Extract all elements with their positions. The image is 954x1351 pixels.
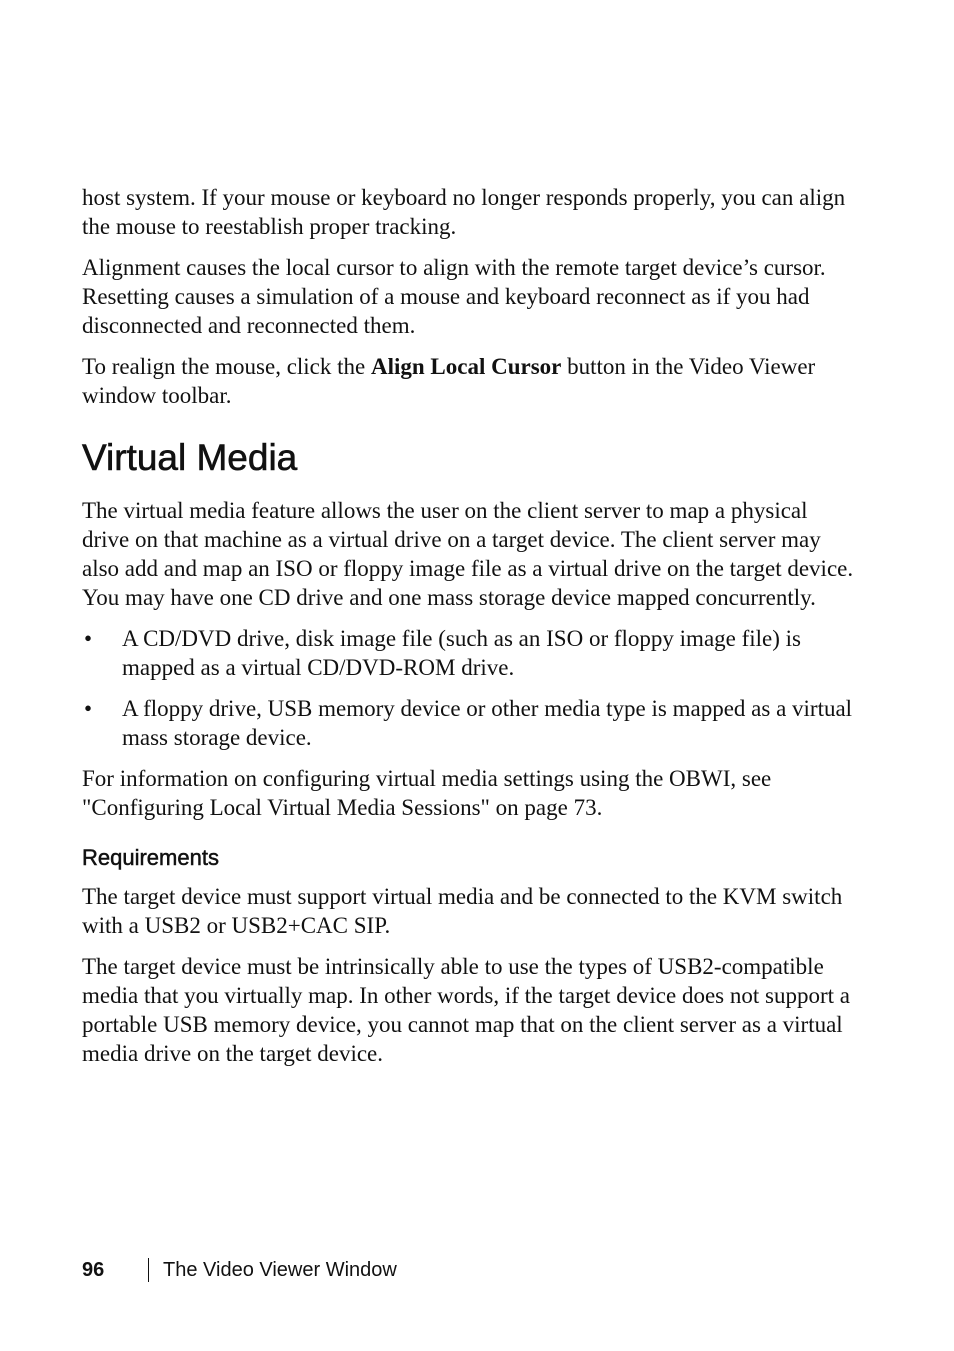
intro-paragraph-3-lead: To realign the mouse, click the — [82, 354, 371, 379]
bullet-marker: • — [84, 696, 93, 721]
requirements-paragraph-1: The target device must support virtual media and be connected to the KVM switch with a USB2 or USB2+CAC SIP. — [82, 884, 843, 938]
footer-divider — [148, 1258, 149, 1282]
intro-paragraph-2: Alignment causes the local cursor to align with the remote target device’s cursor. Resetting causes a simulation of a mouse and keyboard reconnect as if you had disconnected and reconnected them. — [82, 255, 826, 338]
align-local-cursor-term: Align Local Cursor — [371, 354, 562, 379]
virtual-media-paragraph-1: The virtual media feature allows the user on the client server to map a physical drive on that machine as a virtual drive on a target device. The client server may also add and map an ISO or floppy image file as a virtual drive on the target device. You may have one CD drive and one mass storage device mapped concurrently. — [82, 498, 854, 610]
bullet-item-cd-dvd — [82, 624, 857, 682]
requirements-heading: Requirements — [82, 845, 219, 870]
bullet-marker: • — [84, 626, 93, 651]
page-footer — [82, 1257, 397, 1283]
page-content — [82, 183, 857, 1080]
bullet-item-floppy — [82, 694, 857, 752]
bullet-text: A floppy drive, USB memory device or other media type is mapped as a virtual mass storage device. — [122, 696, 853, 750]
virtual-media-paragraph-2: For information on configuring virtual media settings using the OBWI, see "Configuring Local Virtual Media Sessions" on page 73. — [82, 766, 772, 820]
intro-paragraph-3-tail: button in the Video Viewer window toolbar. — [82, 354, 816, 408]
chapter-title: The Video Viewer Window — [163, 1258, 397, 1281]
requirements-paragraph-2: The target device must be intrinsically able to use the types of USB2-compatible media that you virtually map. In other words, if the target device does not support a portable USB memory device, you cannot map that on the client server as a virtual media drive on the target device. — [82, 954, 850, 1066]
virtual-media-bullet-list — [82, 624, 857, 752]
intro-paragraph-1: host system. If your mouse or keyboard no longer responds properly, you can align the mouse to reestablish proper tracking. — [82, 185, 846, 239]
intro-paragraph-3 — [82, 352, 857, 410]
bullet-text: A CD/DVD drive, disk image file (such as an ISO or floppy image file) is mapped as a virtual CD/DVD-ROM drive. — [122, 626, 802, 680]
page-number: 96 — [82, 1258, 105, 1281]
virtual-media-heading: Virtual Media — [82, 437, 298, 478]
